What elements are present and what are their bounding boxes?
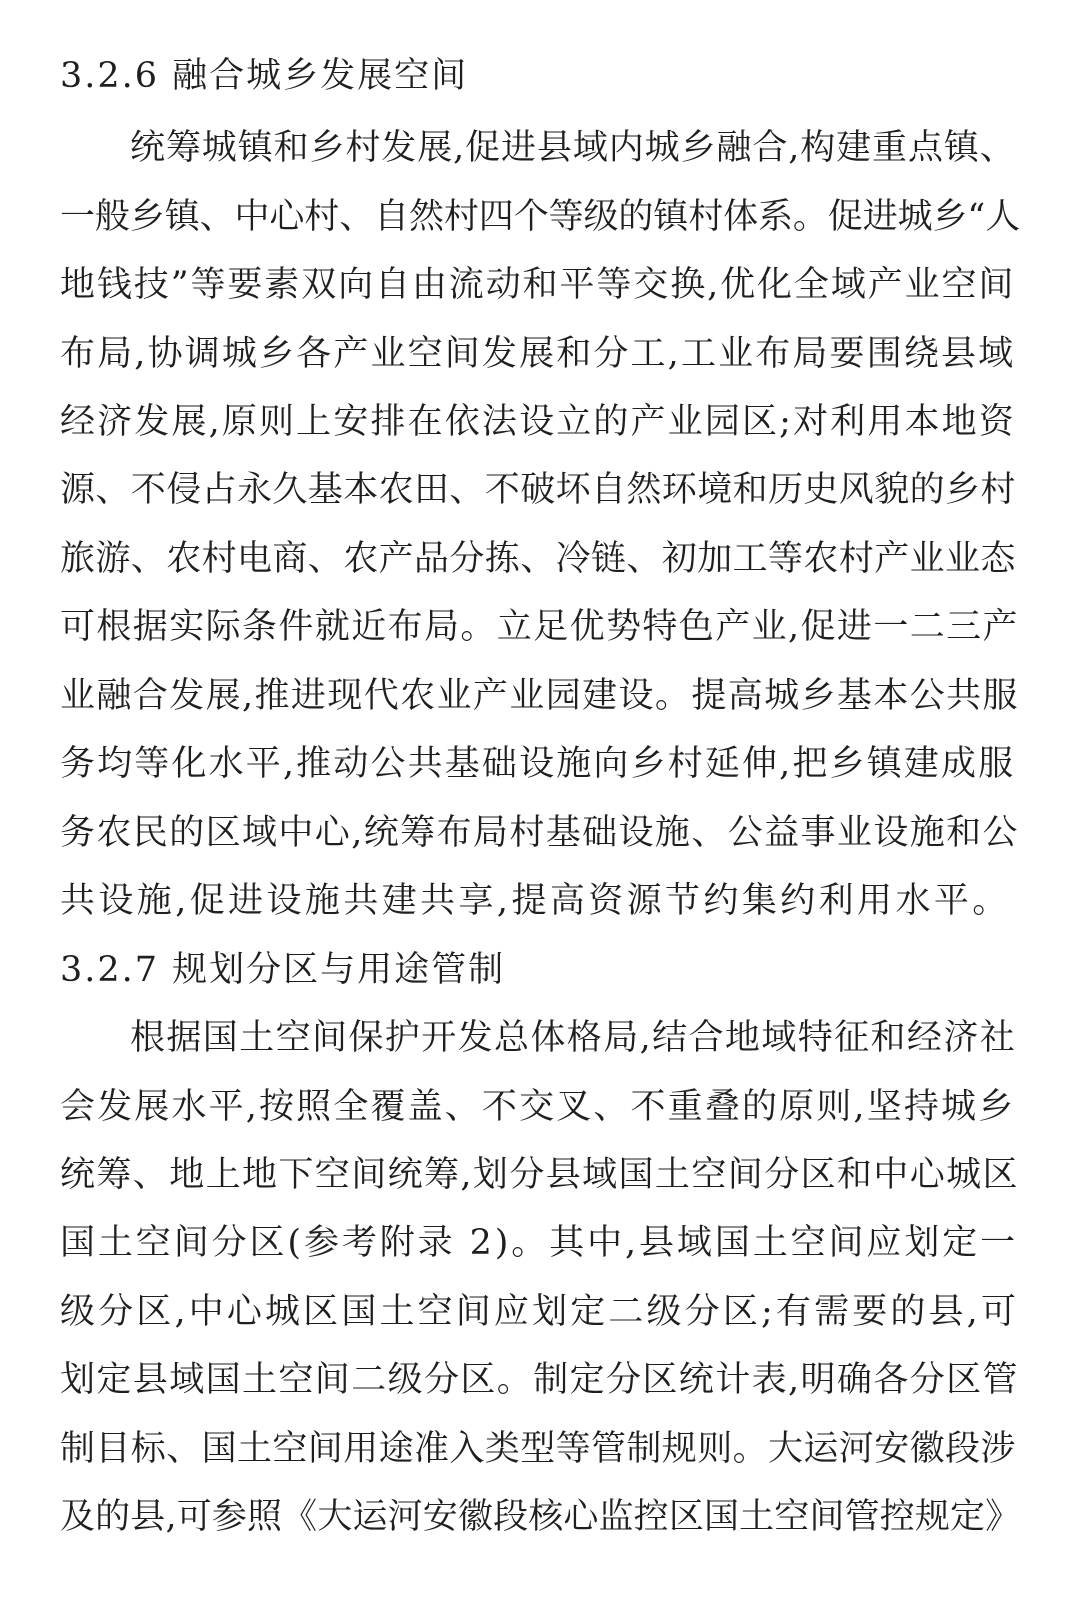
paragraph-line: 一般乡镇、中心村、自然村四个等级的镇村体系。促进城乡“人: [60, 197, 1021, 237]
paragraph-line: 级分区,中心城区国土空间应划定二级分区;有需要的县,可: [60, 1292, 1020, 1332]
paragraph-line: 可根据实际条件就近布局。立足优势特色产业,促进一二三产: [60, 607, 1019, 647]
paragraph-line: 根据国土空间保护开发总体格局,结合地域特征和经济社: [130, 1018, 1017, 1058]
paragraph-line: 旅游、农村电商、农产品分拣、冷链、初加工等农村产业业态: [60, 539, 1016, 579]
paragraph-line: 共设施,促进设施共建共享,提高资源节约集约利用水平。: [60, 881, 1011, 921]
paragraph-line: 地钱技”等要素双向自由流动和平等交换,优化全域产业空间: [60, 265, 1016, 305]
paragraph-line: 务农民的区域中心,统筹布局村基础设施、公益事业设施和公: [60, 813, 1019, 853]
paragraph-line: 务均等化水平,推动公共基础设施向乡村延伸,把乡镇建成服: [60, 744, 1016, 784]
paragraph-line: 划定县域国土空间二级分区。制定分区统计表,明确各分区管: [60, 1360, 1019, 1400]
paragraph-line: 业融合发展,推进现代农业产业园建设。提高城乡基本公共服: [60, 676, 1019, 716]
paragraph-line: 统筹城镇和乡村发展,促进县域内城乡融合,构建重点镇、: [130, 128, 1016, 168]
paragraph-line: 及的县,可参照《大运河安徽段核心监控区国土空间管控规定》: [60, 1497, 1021, 1537]
paragraph-line: 布局,协调城乡各产业空间发展和分工,工业布局要围绕县域: [60, 334, 1016, 374]
section-heading-3-2-7: 3.2.7 规划分区与用途管制: [60, 950, 506, 990]
paragraph-line: 统筹、地上地下空间统筹,划分县域国土空间分区和中心城区: [60, 1155, 1019, 1195]
paragraph-line: 会发展水平,按照全覆盖、不交叉、不重叠的原则,坚持城乡: [60, 1087, 1016, 1127]
paragraph-line: 经济发展,原则上安排在依法设立的产业园区;对利用本地资: [60, 402, 1016, 442]
paragraph-line: 源、不侵占永久基本农田、不破坏自然环境和历史风貌的乡村: [60, 470, 1016, 510]
paragraph-line: 国土空间分区(参考附录 2)。其中,县域国土空间应划定一: [60, 1223, 1019, 1263]
section-heading-3-2-6: 3.2.6 融合城乡发展空间: [60, 56, 469, 96]
paragraph-line: 制目标、国土空间用途准入类型等管制规则。大运河安徽段涉: [60, 1429, 1016, 1469]
